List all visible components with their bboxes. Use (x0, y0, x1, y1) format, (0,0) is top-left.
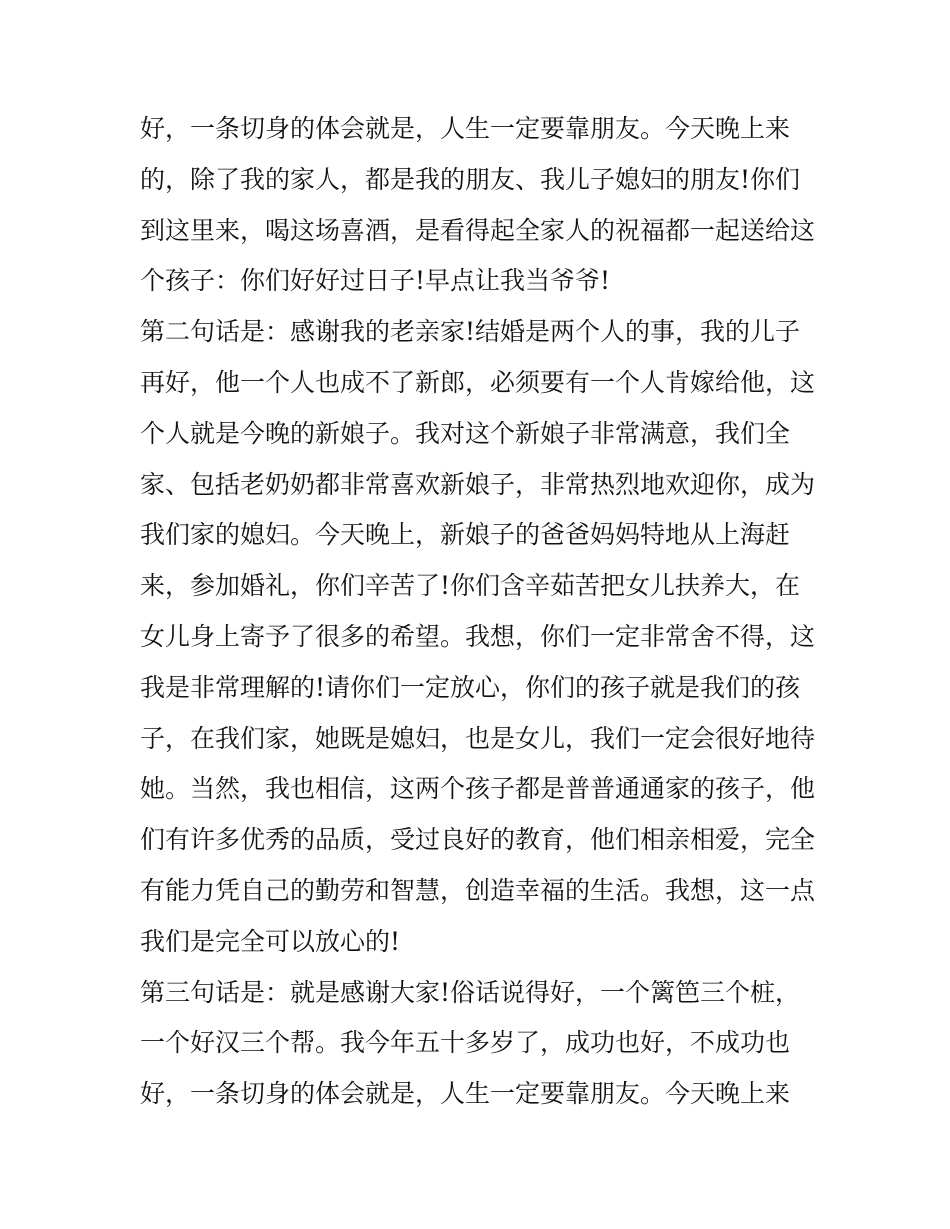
text-line: 有能力凭自己的勤劳和智慧，创造幸福的生活。我想，这一点 (140, 875, 816, 905)
text-line: 来，参加婚礼，你们辛苦了!你们含辛茹苦把女儿扶养大，在 (140, 571, 801, 601)
text-line: 我是非常理解的!请你们一定放心，你们的孩子就是我们的孩 (140, 672, 801, 702)
text-line: 她。当然，我也相信，这两个孩子都是普普通通家的孩子，他 (140, 774, 816, 804)
text-line: 我们是完全可以放心的! (140, 926, 401, 956)
text-line: 到这里来，喝这场喜酒，是看得起全家人的祝福都一起送给这 (140, 215, 816, 245)
text-line: 的，除了我的家人，都是我的朋友、我儿子媳妇的朋友!你们 (140, 164, 801, 194)
text-line: 好，一条切身的体会就是，人生一定要靠朋友。今天晚上来 (140, 1079, 791, 1109)
text-line: 个人就是今晚的新娘子。我对这个新娘子非常满意，我们全 (140, 418, 791, 448)
text-line: 第三句话是：就是感谢大家!俗话说得好，一个篱笆三个桩， (140, 977, 801, 1007)
document-body (140, 104, 830, 1120)
text-line: 再好，他一个人也成不了新郎，必须要有一个人肯嫁给他，这 (140, 367, 816, 397)
text-line: 个孩子：你们好好过日子!早点让我当爷爷! (140, 266, 611, 296)
text-line: 子，在我们家，她既是媳妇，也是女儿，我们一定会很好地待 (140, 723, 816, 753)
text-line: 家、包括老奶奶都非常喜欢新娘子，非常热烈地欢迎你，成为 (140, 469, 816, 499)
text-line: 我们家的媳妇。今天晚上，新娘子的爸爸妈妈特地从上海赶 (140, 520, 791, 550)
text-line: 们有许多优秀的品质，受过良好的教育，他们相亲相爱，完全 (140, 825, 816, 855)
text-line: 好，一条切身的体会就是，人生一定要靠朋友。今天晚上来 (140, 114, 791, 143)
text-line: 女儿身上寄予了很多的希望。我想，你们一定非常舍不得，这 (140, 621, 816, 651)
text-line: 第二句话是：感谢我的老亲家!结婚是两个人的事，我的儿子 (140, 317, 801, 347)
text-line: 一个好汉三个帮。我今年五十多岁了，成功也好，不成功也 (140, 1028, 791, 1058)
